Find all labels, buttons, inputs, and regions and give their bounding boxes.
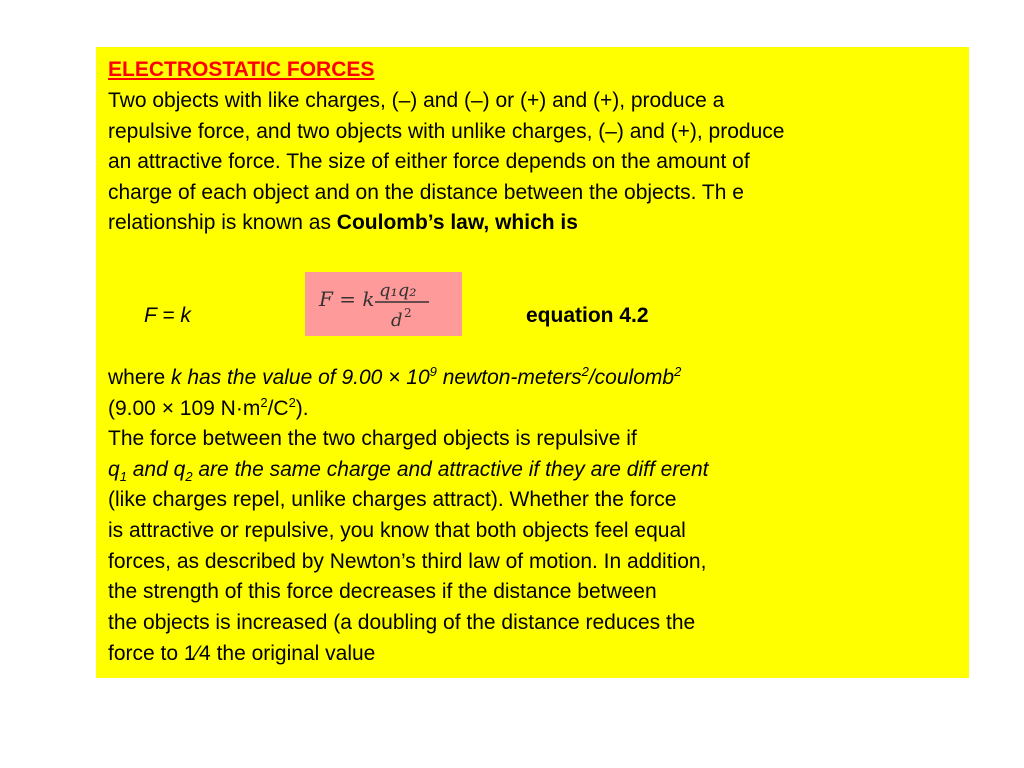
units-exp-1: 2 bbox=[260, 395, 268, 410]
body-line-2 bbox=[108, 457, 709, 485]
k-value-base: k has the value of 9.00 × 10 bbox=[171, 366, 430, 389]
body-line-7: the objects is increased (a doubling of the distance reduces the bbox=[108, 611, 696, 634]
k-unit-newton-meters: newton-meters bbox=[436, 366, 582, 389]
intro-line-1: Two objects with like charges, (–) and (–) or (+) and (+), produce a bbox=[108, 89, 725, 112]
intro-line-5-text: relationship is known as bbox=[108, 211, 337, 234]
k-unit-exp-1: 2 bbox=[581, 364, 589, 379]
units-part-3: ). bbox=[295, 397, 309, 420]
k-value-text bbox=[171, 366, 681, 389]
body-line-6: the strength of this force decreases if the distance between bbox=[108, 580, 657, 603]
q1-symbol: q bbox=[108, 458, 120, 481]
intro-line-4: charge of each object and on the distance between the objects. Th e bbox=[108, 181, 744, 204]
formula-denominator-exponent: 2 bbox=[404, 306, 412, 320]
units-exp-2: 2 bbox=[288, 395, 296, 410]
intro-line-5 bbox=[108, 210, 578, 235]
equation-lhs: F = k bbox=[144, 304, 191, 327]
where-word: where bbox=[108, 366, 172, 389]
where-line-1 bbox=[108, 365, 681, 390]
body-line-5: forces, as described by Newton’s third law of motion. In addition, bbox=[108, 550, 707, 573]
k-unit-coulomb: /coulomb bbox=[588, 366, 675, 389]
formula-numerator: q₁q₂ bbox=[379, 280, 417, 301]
and-q2-symbol: and q bbox=[126, 458, 186, 481]
k-unit-exp-2: 2 bbox=[674, 364, 682, 379]
intro-line-3: an attractive force. The size of either force depends on the amount of bbox=[108, 150, 750, 173]
body-line-2-rest: are the same charge and attractive if they are diff erent bbox=[192, 458, 709, 481]
body-line-3: (like charges repel, unlike charges attract). Whether the force bbox=[108, 488, 677, 511]
coulomb-formula-image bbox=[305, 272, 462, 336]
q1-subscript: 1 bbox=[119, 469, 127, 485]
coulombs-law-phrase: Coulomb’s law, which is bbox=[336, 211, 578, 234]
body-line-8: force to 1⁄4 the original value bbox=[108, 642, 376, 665]
equation-label: equation 4.2 bbox=[526, 304, 649, 327]
units-part-2: /C bbox=[267, 397, 289, 420]
intro-line-2: repulsive force, and two objects with unlike charges, (–) and (+), produce bbox=[108, 120, 785, 143]
units-part-1: (9.00 × 109 N·m bbox=[108, 397, 261, 420]
formula-f-eq-k: F = k bbox=[319, 287, 375, 311]
body-line-1: The force between the two charged objects is repulsive if bbox=[108, 427, 637, 450]
q2-subscript: 2 bbox=[185, 469, 193, 485]
formula-denominator: d bbox=[391, 310, 403, 331]
where-line-2 bbox=[108, 396, 309, 421]
slide-title: ELECTROSTATIC FORCES bbox=[108, 58, 375, 81]
slide-content-box bbox=[96, 47, 969, 678]
k-exponent-9: 9 bbox=[429, 364, 437, 379]
body-line-4: is attractive or repulsive, you know that both objects feel equal bbox=[108, 519, 686, 542]
